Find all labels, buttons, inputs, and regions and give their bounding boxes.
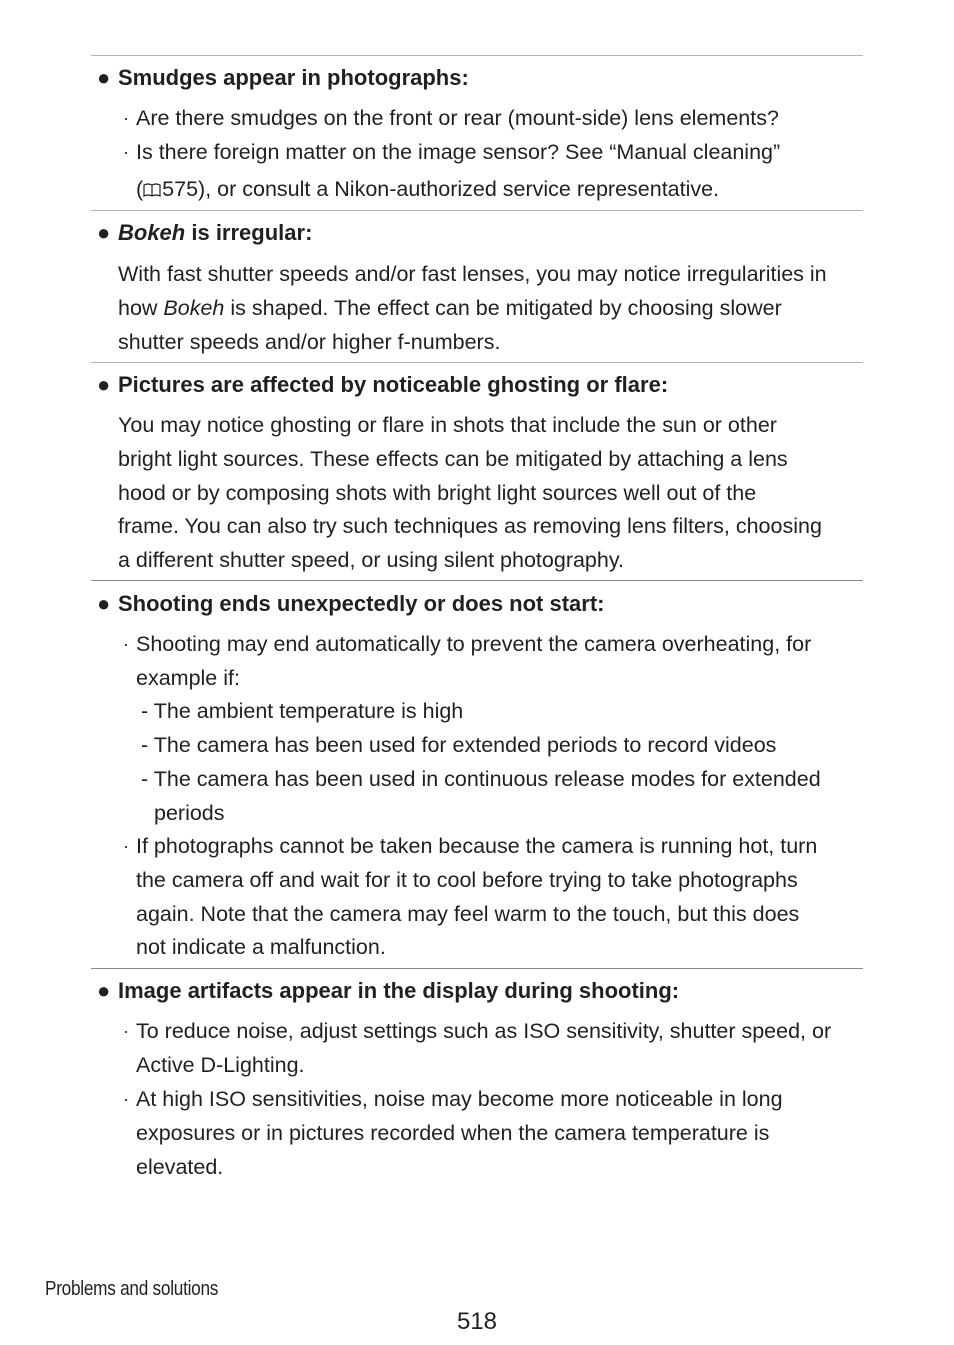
- bullet-icon: ●: [97, 220, 111, 245]
- bullet-icon: ●: [97, 978, 111, 1003]
- sub-list-item: - The ambient temperature is high: [141, 699, 464, 723]
- page-link[interactable]: 575: [162, 176, 199, 201]
- sub-list-item: - The camera has been used in continuous release modes for extended periods: [141, 767, 821, 825]
- item-dot-icon: ·: [123, 634, 129, 654]
- item-dot-icon: ·: [123, 1021, 129, 1041]
- heading-smudges: ● Smudges appear in photographs:: [97, 65, 469, 90]
- footer-section-title[interactable]: Problems and solutions: [45, 1278, 219, 1300]
- list-item: · If photographs cannot be taken because the camera is running hot, turn the camera off and wait for it to cool before trying to take photographs again. Note that the camera may feel warm to the touch, but this does not indicate a malfunction.: [120, 830, 817, 965]
- item-dot-icon: ·: [123, 108, 129, 128]
- heading-bokeh: ● Bokeh is irregular:: [97, 220, 313, 245]
- section-divider: [91, 362, 863, 363]
- heading-image-artifacts: ● Image artifacts appear in the display during shooting:: [97, 978, 680, 1003]
- heading-ghosting: ● Pictures are affected by noticeable ghosting or flare:: [97, 372, 669, 397]
- list-item: · Are there smudges on the front or rear (mount-side) lens elements?: [120, 102, 779, 136]
- sub-list-item: - The camera has been used for extended periods to record videos: [141, 733, 777, 757]
- heading-shooting-ends: ● Shooting ends unexpectedly or does not start:: [97, 591, 605, 616]
- list-item: · To reduce noise, adjust settings such as ISO sensitivity, shutter speed, or Active D-Lighting.: [120, 1015, 831, 1083]
- item-dot-icon: ·: [123, 1089, 129, 1109]
- section-divider: [91, 968, 863, 969]
- bullet-icon: ●: [97, 372, 111, 397]
- list-item: · Is there foreign matter on the image sensor? See “Manual cleaning” ( 575), or consult a Nikon-authorized service representative.: [120, 136, 780, 207]
- top-rule: [91, 55, 863, 56]
- book-icon: [143, 183, 161, 197]
- section-divider: [91, 580, 863, 581]
- bokeh-paragraph: With fast shutter speeds and/or fast lenses, you may notice irregularities in how Bokeh is shaped. The effect can be mitigated by choosing slower shutter speeds and/or higher f-numbers.: [118, 262, 827, 354]
- section-divider: [91, 210, 863, 211]
- manual-cleaning-reference: ( 575), or consult a Nikon-authorized service representative.: [136, 176, 720, 201]
- list-item: · Shooting may end automatically to prevent the camera overheating, for example if:: [120, 628, 811, 696]
- bullet-icon: ●: [97, 65, 111, 90]
- list-item: · At high ISO sensitivities, noise may become more noticeable in long exposures or in pictures recorded when the camera temperature is elevated.: [120, 1083, 783, 1184]
- bullet-icon: ●: [97, 591, 111, 616]
- item-dot-icon: ·: [123, 836, 129, 856]
- ghosting-paragraph: You may notice ghosting or flare in shots that include the sun or other bright light sources. These effects can be mitigated by attaching a lens hood or by composing shots with bright light sources well out of the frame. You can also try such techniques as removing lens filters, choosing a different shutter speed, or using silent photography.: [118, 413, 822, 573]
- page-number: 518: [456, 1308, 498, 1335]
- item-dot-icon: ·: [123, 142, 129, 162]
